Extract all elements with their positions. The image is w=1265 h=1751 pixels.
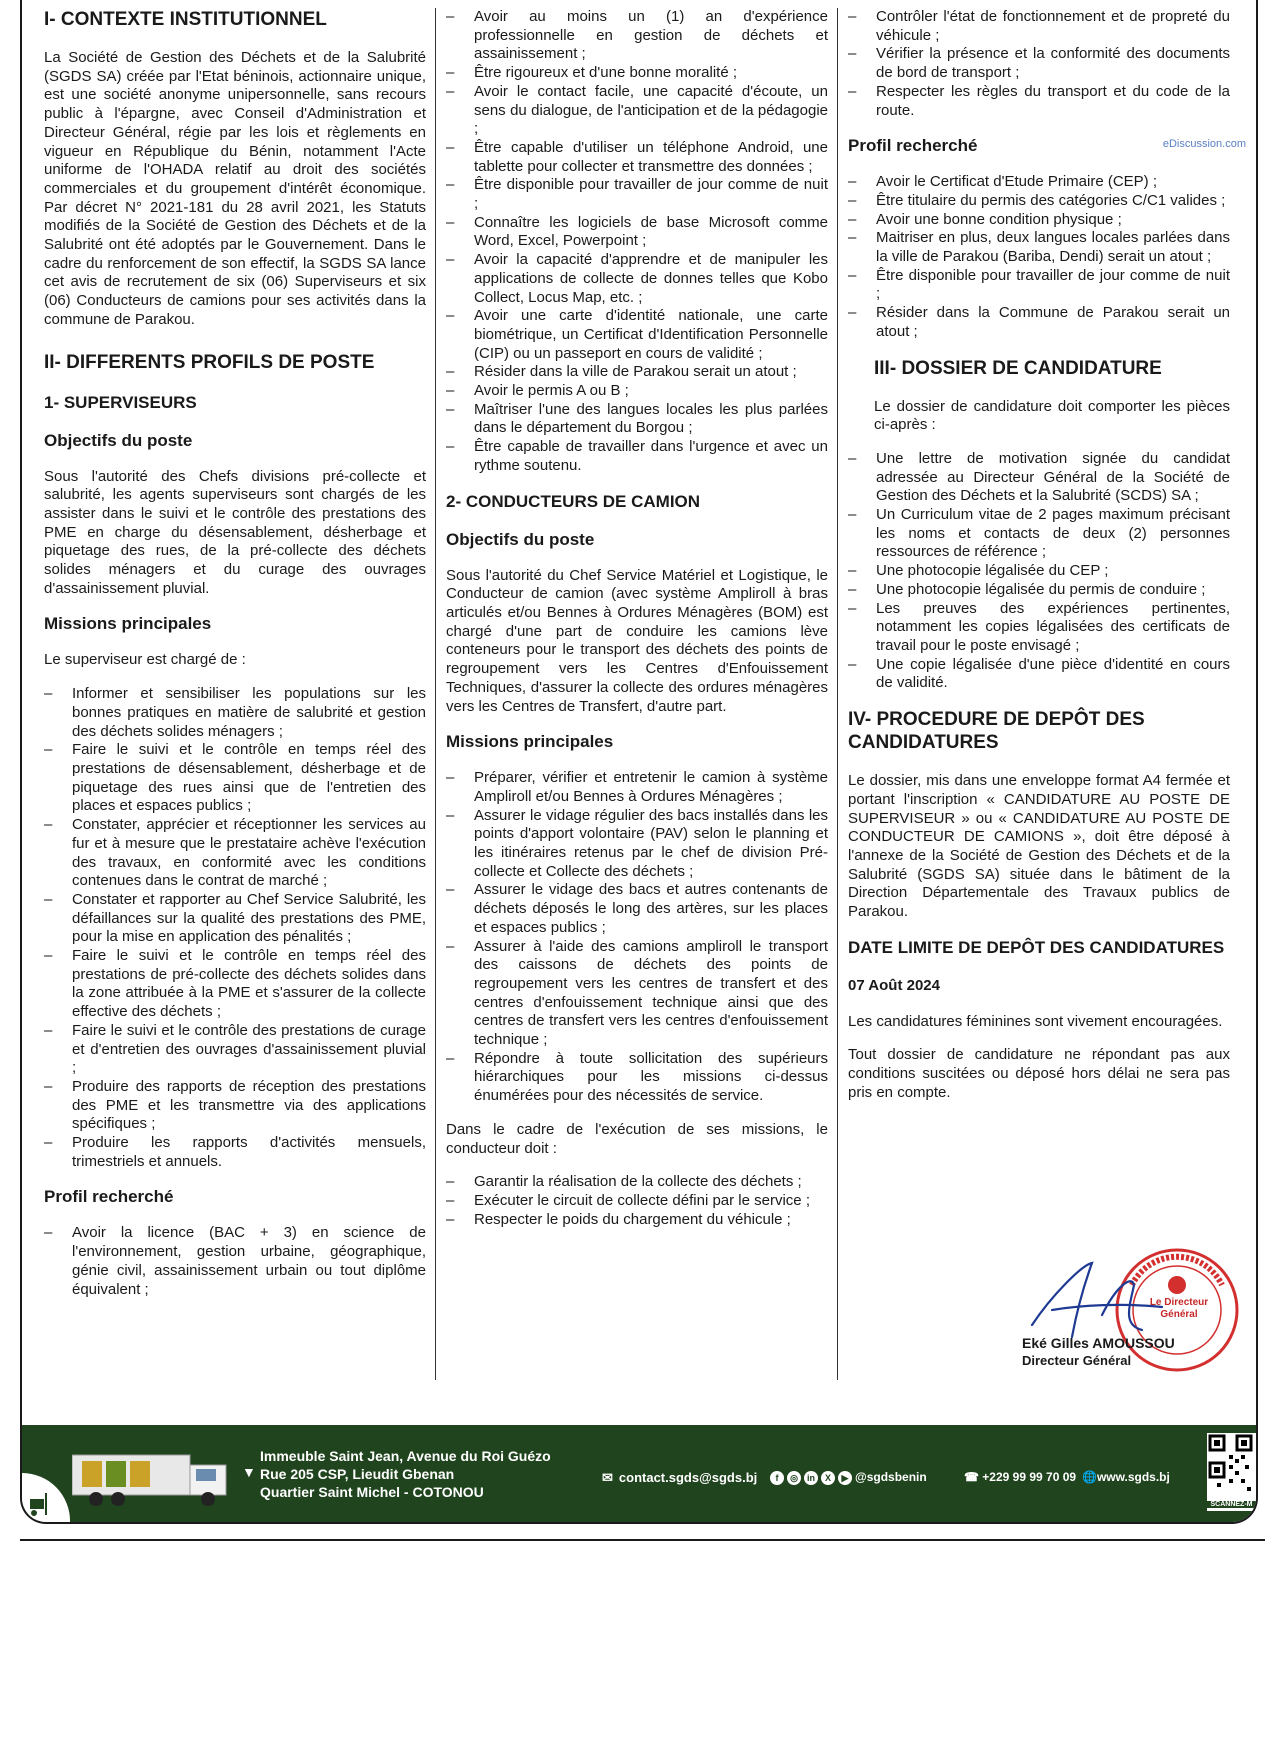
list-item: – Respecter les règles du transport et du code de la route. xyxy=(848,83,1230,120)
deadline-title: DATE LIMITE DE DEPÔT DES CANDIDATURES xyxy=(848,937,1225,957)
section-title-profiles: II- DIFFERENTS PROFILS DE POSTE xyxy=(44,351,375,373)
forklift-icon xyxy=(22,1473,70,1522)
address-line: Immeuble Saint Jean, Avenue du Roi Guézo xyxy=(260,1448,551,1464)
phone-text: +229 99 99 70 09 xyxy=(982,1470,1077,1484)
list-item: – Avoir la licence (BAC + 3) en science de l'environnement, gestion urbaine, géographique, génie civil, assainissement urbain ou tout diplôme équivalent ; xyxy=(44,1224,426,1299)
qr-code[interactable] xyxy=(1207,1433,1256,1511)
list-item: – Contrôler l'état de fonctionnement et de propreté du véhicule ; xyxy=(848,8,1230,45)
list-item: – Répondre à toute sollicitation des supérieurs hiérarchiques pour les missions ci-dessus énumérées pour des nécessités de service. xyxy=(446,1050,828,1106)
list-item: – Produire des rapports de réception des prestations des PME et les transmettre via des applications spécifiques ; xyxy=(44,1078,426,1134)
footer-address xyxy=(260,1447,551,1501)
announcement-sheet xyxy=(20,0,1258,1524)
list-item: – Respecter le poids du chargement du véhicule ; xyxy=(446,1211,828,1230)
deadline-date: 07 Août 2024 xyxy=(848,976,940,994)
driver-duties-intro: Dans le cadre de l'exécution de ses missions, le conducteur doit : xyxy=(446,1120,828,1157)
list-item: – Être capable d'utiliser un téléphone Android, une tablette pour collecter et transmettre des données ; xyxy=(446,139,828,176)
missions-title: Missions principales xyxy=(44,614,212,634)
garbage-truck-icon xyxy=(72,1451,232,1507)
watermark: eDiscussion.com xyxy=(1162,138,1246,150)
x-icon[interactable]: X xyxy=(821,1471,835,1485)
list-item: – Une photocopie légalisée du CEP ; xyxy=(848,562,1230,581)
list-item: – Être disponible pour travailler de jour comme de nuit ; xyxy=(848,267,1230,304)
list-item: – Garantir la réalisation de la collecte des déchets ; xyxy=(446,1173,828,1192)
stamp-label: Le Directeur Général xyxy=(1149,1297,1209,1320)
profile-title: Profil recherché xyxy=(848,136,978,156)
footer-phone[interactable] xyxy=(964,1470,1076,1484)
list-item: – Être titulaire du permis des catégories C/C1 valides ; xyxy=(848,192,1230,211)
driver-missions-list xyxy=(446,769,828,1106)
dossier-list xyxy=(848,450,1230,693)
list-item: – Connaître les logiciels de base Microsoft comme Word, Excel, Powerpoint ; xyxy=(446,214,828,251)
column-3 xyxy=(848,8,1230,1373)
list-item: – Maitriser en plus, deux langues locales parlées dans la ville de Parakou (Bariba, Dendi) serait un atout ; xyxy=(848,229,1230,266)
website-text: www.sgds.bj xyxy=(1096,1470,1170,1484)
list-item: – Informer et sensibiliser les populations sur les bonnes pratiques en matière de salubrité et gestion des déchets solides ménagers ; xyxy=(44,685,426,741)
section-title-dossier: III- DOSSIER DE CANDIDATURE xyxy=(874,357,1162,379)
procedure-paragraph: Le dossier, mis dans une enveloppe format A4 fermée et portant l'inscription « CANDIDATURE AU POSTE DE SUPERVISEUR » ou « CANDIDATURE AU POSTE DE CONDUCTEUR DE CAMIONS », doit être déposé à l'annexe de la Société de Gestion des Déchets et de la Salubrité (SGDS SA) située dans le bâtiment de la Direction Départementale des Travaux publics de Parakou. xyxy=(848,772,1230,921)
column-divider xyxy=(435,8,436,1380)
missions-title: Missions principales xyxy=(446,732,614,752)
instagram-icon[interactable]: ◎ xyxy=(787,1471,801,1485)
list-item: – Préparer, vérifier et entretenir le camion à système Ampliroll et/ou Bennes à Ordures Ménagères ; xyxy=(446,769,828,806)
list-item: – Résider dans la ville de Parakou serait un atout ; xyxy=(446,363,828,382)
subtitle-drivers: 2- CONDUCTEURS DE CAMION xyxy=(446,491,701,511)
mail-icon: ✉ xyxy=(602,1470,613,1485)
section-title-procedure: IV- PROCEDURE DE DEPÔT DES CANDIDATURES xyxy=(848,709,1145,754)
list-item: – Faire le suivi et le contrôle des prestations de curage et d'entretien des ouvrages d'assainissement pluvial ; xyxy=(44,1022,426,1078)
footer-social[interactable] xyxy=(770,1470,927,1485)
objectives-title: Objectifs du poste xyxy=(44,430,193,450)
list-item: – Produire les rapports d'activités mensuels, trimestriels et annuels. xyxy=(44,1134,426,1171)
footer-website[interactable] xyxy=(1082,1470,1170,1484)
driver-profile-list xyxy=(848,173,1230,341)
driver-duties-list-continued xyxy=(848,8,1230,120)
dossier-intro: Le dossier de candidature doit comporter les pièces ci-après : xyxy=(874,397,1230,434)
context-paragraph: La Société de Gestion des Déchets et de la Salubrité (SGDS SA) créée par l'Etat béninois, actionnaire unique, est une société anonyme unipersonnelle, sans recours public à l'épargne, avec Conseil d'Administration et Directeur Général, régie par les lois et règlements en vigueur en République du Bénin, notamment l'Acte uniforme de l'OHADA relatif au droit des sociétés commerciales et du groupement d'intérêt économique. Par décret N° 2021-181 du 28 avril 2021, les Statuts modifiés de la Société de Gestion des Déchets et de la Salubrité ont été adoptés par le Gouvernement. Dans le cadre du renforcement de son effectif, la SGDS SA lance cet avis de recrutement de six (06) Superviseurs et six (06) Conducteurs de camions pour ses activités dans la commune de Parakou. xyxy=(44,49,426,328)
list-item: – Être rigoureux et d'une bonne moralité ; xyxy=(446,64,828,83)
facebook-icon[interactable]: f xyxy=(770,1471,784,1485)
objectives-title: Objectifs du poste xyxy=(446,529,595,549)
supervisor-profile-list-continued xyxy=(446,8,828,476)
list-item: – Constater, apprécier et réceptionner les services au fur et à mesure que le prestataire achève l'exécution des travaux, en conformité avec les conditions contenues dans le contrat de marché ; xyxy=(44,816,426,891)
list-item: – Avoir le Certificat d'Etude Primaire (CEP) ; xyxy=(848,173,1230,192)
missions-intro: Le superviseur est chargé de : xyxy=(44,651,246,669)
list-item: – Constater et rapporter au Chef Service Salubrité, les défaillances sur la qualité des prestations des PME, pour la mise en application des pénalités ; xyxy=(44,891,426,947)
list-item: – Un Curriculum vitae de 2 pages maximum précisant les noms et contacts de deux (2) personnes ressources de référence ; xyxy=(848,506,1230,562)
email-text: contact.sgds@sgds.bj xyxy=(618,1470,758,1485)
list-item: – Être capable de travailler dans l'urgence et avec un rythme soutenu. xyxy=(446,438,828,475)
linkedin-icon[interactable]: in xyxy=(804,1471,818,1485)
address-line: Quartier Saint Michel - COTONOU xyxy=(260,1484,484,1500)
youtube-icon[interactable]: ▶ xyxy=(838,1471,852,1485)
whatsapp-icon: ☎ xyxy=(964,1470,979,1484)
section-title-context: I- CONTEXTE INSTITUTIONNEL xyxy=(44,9,327,30)
signer-title: Directeur Général xyxy=(1022,1353,1132,1368)
signature-icon xyxy=(1022,1255,1172,1345)
signer-name: Eké Gilles AMOUSSOU xyxy=(1022,1335,1175,1351)
list-item: – Une copie légalisée d'une pièce d'identité en cours de validité. xyxy=(848,656,1230,693)
list-item: – Avoir une bonne condition physique ; xyxy=(848,211,1230,230)
list-item: – Assurer à l'aide des camions ampliroll le transport des caissons de déchets des points de regroupement vers les centres de transfert et des centres d'enfouissement technique ainsi que des centres de transfert vers les centres d'enfouissement technique ; xyxy=(446,938,828,1050)
footer-email[interactable] xyxy=(602,1470,763,1486)
list-item: – Faire le suivi et le contrôle en temps réel des prestations de désensablement, désherbage et de piquetage des rues ainsi que de l'entretien des places et espaces publics ; xyxy=(44,741,426,816)
list-item: – Les preuves des expériences pertinentes, notamment les copies légalisées des certificats de travail pour le poste envisagé ; xyxy=(848,600,1230,656)
list-item: – Avoir le contact facile, une capacité d'écoute, un sens du dialogue, de l'anticipation et de la pédagogie ; xyxy=(446,83,828,139)
qr-label: SCANNEZ-M xyxy=(1207,1501,1256,1508)
bottom-rule xyxy=(20,1539,1265,1541)
list-item: – Une lettre de motivation signée du candidat adressée au Directeur Général de la Société de Gestion des Déchets et la Salubrité (SCDS) SA ; xyxy=(848,450,1230,506)
list-item: – Avoir au moins un (1) an d'expérience professionnelle en gestion de déchets et assainissement ; xyxy=(446,8,828,64)
rejection-note: Tout dossier de candidature ne répondant pas aux conditions suscitées ou déposé hors délai ne sera pas pris en compte. xyxy=(848,1046,1230,1101)
signature-block xyxy=(1022,1245,1252,1375)
supervisor-profile-list xyxy=(44,1224,426,1299)
list-item: – Avoir la capacité d'apprendre et de manipuler les applications de collecte de donnes telles que Kobo Collect, Locus Map, etc. ; xyxy=(446,251,828,307)
globe-icon: 🌐 xyxy=(1082,1470,1097,1484)
social-handle: @sgdsbenin xyxy=(855,1470,927,1484)
list-item: – Avoir une carte d'identité nationale, une carte biométrique, un Certificat d'Identification Personnelle (CIP) ou un passeport en cours de validité ; xyxy=(446,307,828,363)
women-encouraged-note: Les candidatures féminines sont vivement encouragées. xyxy=(848,1012,1223,1030)
column-divider xyxy=(837,8,838,1380)
list-item: – Être disponible pour travailler de jour comme de nuit ; xyxy=(446,176,828,213)
objectives-paragraph: Sous l'autorité des Chefs divisions pré-collecte et salubrité, les agents superviseurs sont chargés de les assister dans le suivi et le contrôle des prestations des PME en charge du désensablement, désherbage et piquetage des rues, de la pré-collecte des déchets solides ménagers et du curage des ouvrages d'assainissement pluvial. xyxy=(44,467,426,597)
supervisor-missions-list xyxy=(44,685,426,1171)
address-line: Rue 205 CSP, Lieudit Gbenan xyxy=(260,1466,455,1482)
profile-title: Profil recherché xyxy=(44,1187,174,1207)
footer-bar xyxy=(22,1425,1256,1522)
list-item: – Assurer le vidage des bacs et autres contenants de déchets déposés le long des artères, sur les places et espaces publics ; xyxy=(446,881,828,937)
list-item: – Exécuter le circuit de collecte défini par le service ; xyxy=(446,1192,828,1211)
list-item: – Maîtriser l'une des langues locales les plus parlées dans le département du Borgou ; xyxy=(446,401,828,438)
qr-code-icon xyxy=(1207,1433,1256,1499)
list-item: – Résider dans la Commune de Parakou serait un atout ; xyxy=(848,304,1230,341)
objectives-paragraph: Sous l'autorité du Chef Service Matériel et Logistique, le Conducteur de camion (avec système Ampliroll à bras articulés et/ou Bennes à Ordures Ménagères (BOM) est chargé d'une part de conduire les camions lève conteneurs pour le transport des déchets des points de regroupement vers les Centres d'Enfouissement Techniques, d'assurer la collecte des ordures ménagères vers les Centres de Transfert, d'autre part. xyxy=(446,566,828,715)
list-item: – Vérifier la présence et la conformité des documents de bord de transport ; xyxy=(848,45,1230,82)
column-1 xyxy=(44,8,426,1373)
list-item: – Une photocopie légalisée du permis de conduire ; xyxy=(848,581,1230,600)
driver-duties-list xyxy=(446,1173,828,1229)
subtitle-supervisors: 1- SUPERVISEURS xyxy=(44,392,197,412)
column-2 xyxy=(446,8,828,1373)
list-item: – Assurer le vidage régulier des bacs installés dans les points d'apport volontaire (PAV) selon le planning et les itinéraires retenus par le chef de division Pré-collecte et Collecte des déchets ; xyxy=(446,807,828,882)
list-item: – Faire le suivi et le contrôle en temps réel des prestations de pré-collecte des déchets solides dans la zone attribuée à la PME et s'assurer de la collecte effective des déchets ; xyxy=(44,947,426,1022)
list-item: – Avoir le permis A ou B ; xyxy=(446,382,828,401)
location-pin-icon: ▼ xyxy=(242,1464,256,1480)
